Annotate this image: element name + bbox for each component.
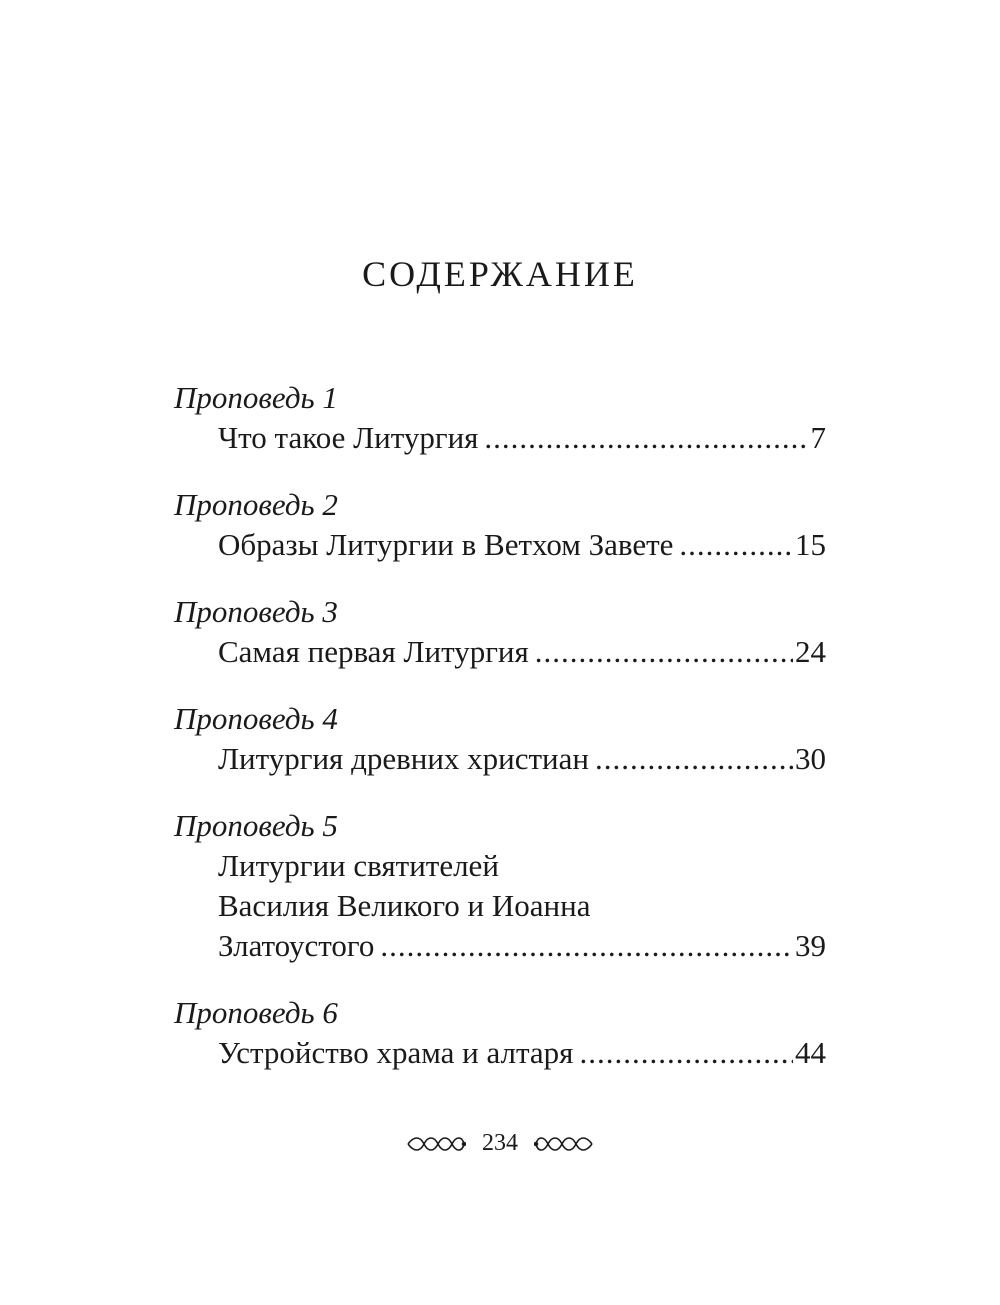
chapter-title: Самая первая Литургия [218,634,529,669]
toc-entry-3 [174,592,826,672]
dot-leader [535,632,793,672]
toc-line [174,739,826,779]
dot-leader [484,418,808,458]
page-number: 24 [795,634,826,669]
sermon-label: Проповедь 6 [174,995,338,1030]
page-title: СОДЕРЖАНИЕ [362,254,638,294]
sermon-label: Проповедь 3 [174,594,338,629]
left-ornament-icon [406,1134,466,1154]
right-ornament-icon [534,1134,594,1154]
chapter-title: Устройство храма и алтаря [218,1035,574,1070]
chapter-title-line: Василия Великого и Иоанна [218,888,591,923]
dot-leader [679,525,793,565]
page-number: 7 [810,420,826,455]
toc-entry-1 [174,378,826,458]
chapter-title: Златоустого [218,928,375,963]
toc-line [174,926,826,966]
toc-entry-5 [174,806,826,966]
page-number: 39 [795,928,826,963]
dot-leader [595,739,793,779]
dot-leader [579,1033,793,1073]
toc-line [174,632,826,672]
page-number-footer: 234 [482,1130,518,1156]
toc-entry-4 [174,699,826,779]
page-number: 30 [795,741,826,776]
chapter-title: Что такое Литургия [218,420,479,455]
page-folio [0,1130,1000,1157]
toc-entry-2 [174,485,826,565]
chapter-title: Образы Литургии в Ветхом Завете [218,527,674,562]
toc-line [174,418,826,458]
table-of-contents [174,378,826,1100]
sermon-label: Проповедь 1 [174,380,338,415]
toc-line [174,1033,826,1073]
sermon-label: Проповедь 4 [174,701,338,736]
toc-entry-6 [174,993,826,1073]
sermon-label: Проповедь 5 [174,808,338,843]
page-number: 44 [795,1035,826,1070]
sermon-label: Проповедь 2 [174,487,338,522]
dot-leader [380,926,793,966]
chapter-title-line: Литургии святителей [218,848,499,883]
chapter-title: Литургия древних христиан [218,741,590,776]
page-number: 15 [795,527,826,562]
toc-line [174,525,826,565]
